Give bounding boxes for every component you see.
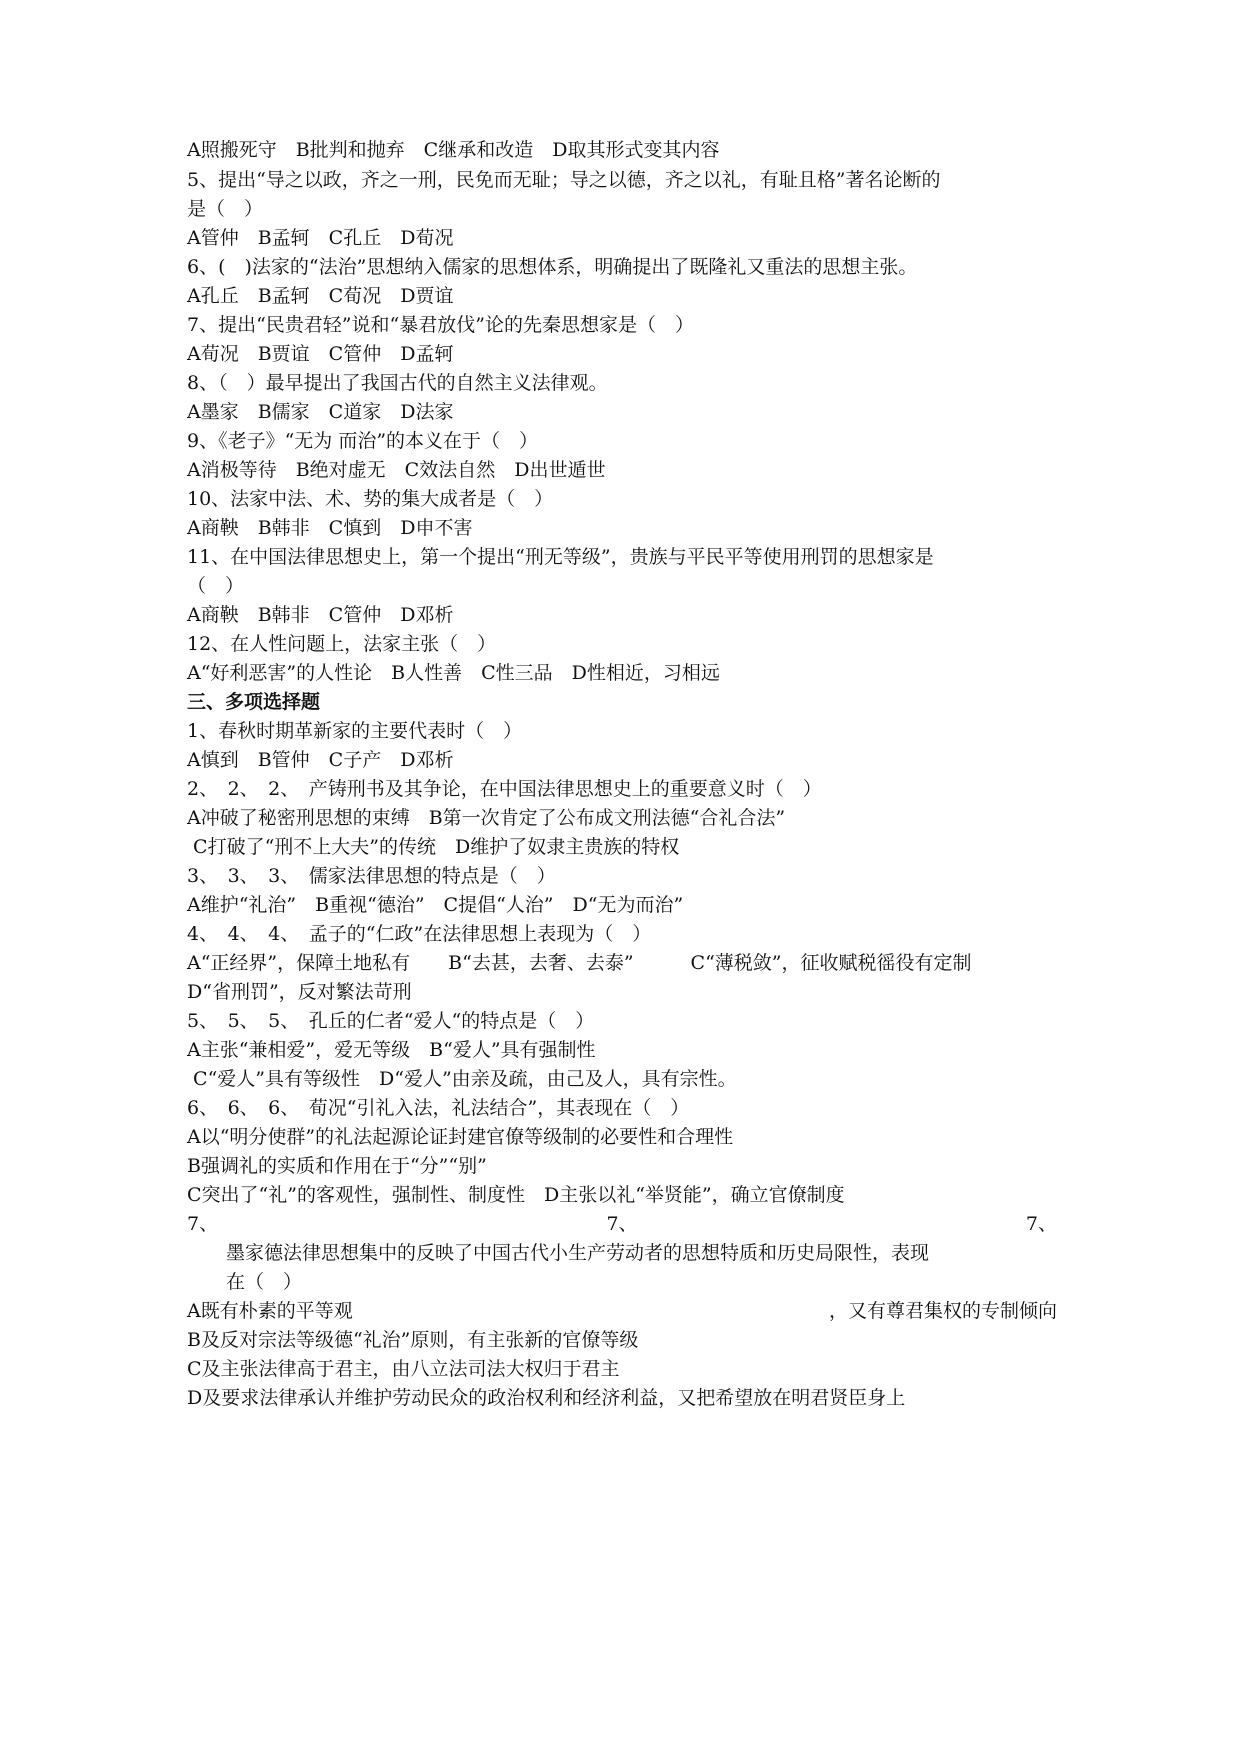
question-5-cont: 是（ ） <box>187 198 264 220</box>
mc-options-2-ab: A冲破了秘密刑思想的束缚 B第一次肯定了公布成文刑法德“合礼合法” <box>187 807 786 829</box>
mc-options-6-b: B强调礼的实质和作用在于“分”“别” <box>187 1155 487 1177</box>
mc-options-7-b: B及反对宗法等级德“礼治”原则，有主张新的官僚等级 <box>187 1329 639 1351</box>
mc-question-1: 1、春秋时期革新家的主要代表时（ ） <box>187 720 523 742</box>
mc-question-7-numbering <box>187 1211 1057 1237</box>
mc-question-7-number-left: 7、 <box>187 1213 219 1235</box>
mc-options-7-a-right: ，又有尊君集权的专制倾向 <box>828 1300 1057 1322</box>
answer-options-q6: A孔丘 B孟轲 C荀况 D贾谊 <box>187 285 454 307</box>
mc-options-7-a-left: A既有朴素的平等观 <box>187 1300 353 1322</box>
mc-options-4-abc: A“正经界”，保障土地私有 B“去甚，去奢、去泰” C“薄税敛”，征收赋税徭役有定制 <box>187 952 972 974</box>
mc-question-2: 2、 2、 2、 产铸刑书及其争论，在中国法律思想史上的重要意义时（ ） <box>187 778 822 800</box>
mc-question-7-cont: 在（ ） <box>226 1271 303 1293</box>
mc-question-4: 4、 4、 4、 孟子的“仁政”在法律思想上表现为（ ） <box>187 923 652 945</box>
answer-options-q5: A管仲 B孟轲 C孔丘 D荀况 <box>187 227 454 249</box>
mc-options-1: A慎到 B管仲 C子产 D邓析 <box>187 749 454 771</box>
question-6: 6、( )法家的“法治”思想纳入儒家的思想体系，明确提出了既隆礼又重法的思想主张。 <box>187 256 918 278</box>
question-5: 5、提出“导之以政，齐之一刑，民免而无耻；导之以德，齐之以礼，有耻且格”著名论断的 <box>187 169 941 191</box>
section-heading-multiple-choice: 三、多项选择题 <box>187 691 321 713</box>
question-11: 11、在中国法律思想史上，第一个提出“刑无等级”，贵族与平民平等使用刑罚的思想家是 <box>187 546 934 568</box>
mc-question-7-number-mid: 7、 <box>606 1213 638 1235</box>
question-11-cont: （ ） <box>187 575 245 597</box>
mc-question-7: 墨家德法律思想集中的反映了中国古代小生产劳动者的思想特质和历史局限性，表现 <box>226 1242 930 1264</box>
answer-options-q9: A消极等待 B绝对虚无 C效法自然 D出世遁世 <box>187 459 606 481</box>
mc-question-7-number-right: 7、 <box>1025 1213 1057 1235</box>
mc-options-7-d: D及要求法律承认并维护劳动民众的政治权利和经济利益，又把希望放在明君贤臣身上 <box>187 1387 906 1409</box>
question-12: 12、在人性问题上，法家主张（ ） <box>187 633 497 655</box>
answer-options-q8: A墨家 B儒家 C道家 D法家 <box>187 401 454 423</box>
answer-options-q11: A商鞅 B韩非 C管仲 D邓析 <box>187 604 454 626</box>
answer-options-q7: A荀况 B贾谊 C管仲 D孟轲 <box>187 343 454 365</box>
mc-options-6-cd: C突出了“礼”的客观性，强制性、制度性 D主张以礼“举贤能”，确立官僚制度 <box>187 1184 845 1206</box>
mc-question-3: 3、 3、 3、 儒家法律思想的特点是（ ） <box>187 865 556 887</box>
question-7: 7、提出“民贵君轻”说和“暴君放伐”论的先秦思想家是（ ） <box>187 314 694 336</box>
question-10: 10、法家中法、术、势的集大成者是（ ） <box>187 488 554 510</box>
question-9: 9、《老子》“无为 而治”的本义在于（ ） <box>187 430 539 452</box>
mc-options-3: A维护“礼治” B重视“德治” C提倡“人治” D“无为而治” <box>187 894 684 916</box>
mc-options-7-a <box>187 1298 1057 1324</box>
mc-options-6-a: A以“明分使群”的礼法起源论证封建官僚等级制的必要性和合理性 <box>187 1126 734 1148</box>
answer-options-q12: A“好利恶害”的人性论 B人性善 C性三品 D性相近，习相远 <box>187 662 720 684</box>
mc-options-7-c: C及主张法律高于君主，由八立法司法大权归于君主 <box>187 1358 620 1380</box>
mc-question-6: 6、 6、 6、 荀况“引礼入法，礼法结合”，其表现在（ ） <box>187 1097 690 1119</box>
answer-options-q4: A照搬死守 B批判和抛弃 C继承和改造 D取其形式变其内容 <box>187 139 720 161</box>
mc-options-4-d: D“省刑罚”，反对繁法苛刑 <box>187 981 412 1003</box>
answer-options-q10: A商鞅 B韩非 C慎到 D申不害 <box>187 517 473 539</box>
question-8: 8、（ ）最早提出了我国古代的自然主义法律观。 <box>187 372 608 394</box>
mc-options-2-cd: C打破了“刑不上大夫”的传统 D维护了奴隶主贵族的特权 <box>187 836 680 858</box>
mc-options-5-ab: A主张“兼相爱”，爱无等级 B“爱人”具有强制性 <box>187 1039 596 1061</box>
mc-options-5-cd: C“爱人”具有等级性 D“爱人”由亲及疏，由己及人，具有宗性。 <box>187 1068 737 1090</box>
mc-question-5: 5、 5、 5、 孔丘的仁者“爱人“的特点是（ ） <box>187 1010 595 1032</box>
